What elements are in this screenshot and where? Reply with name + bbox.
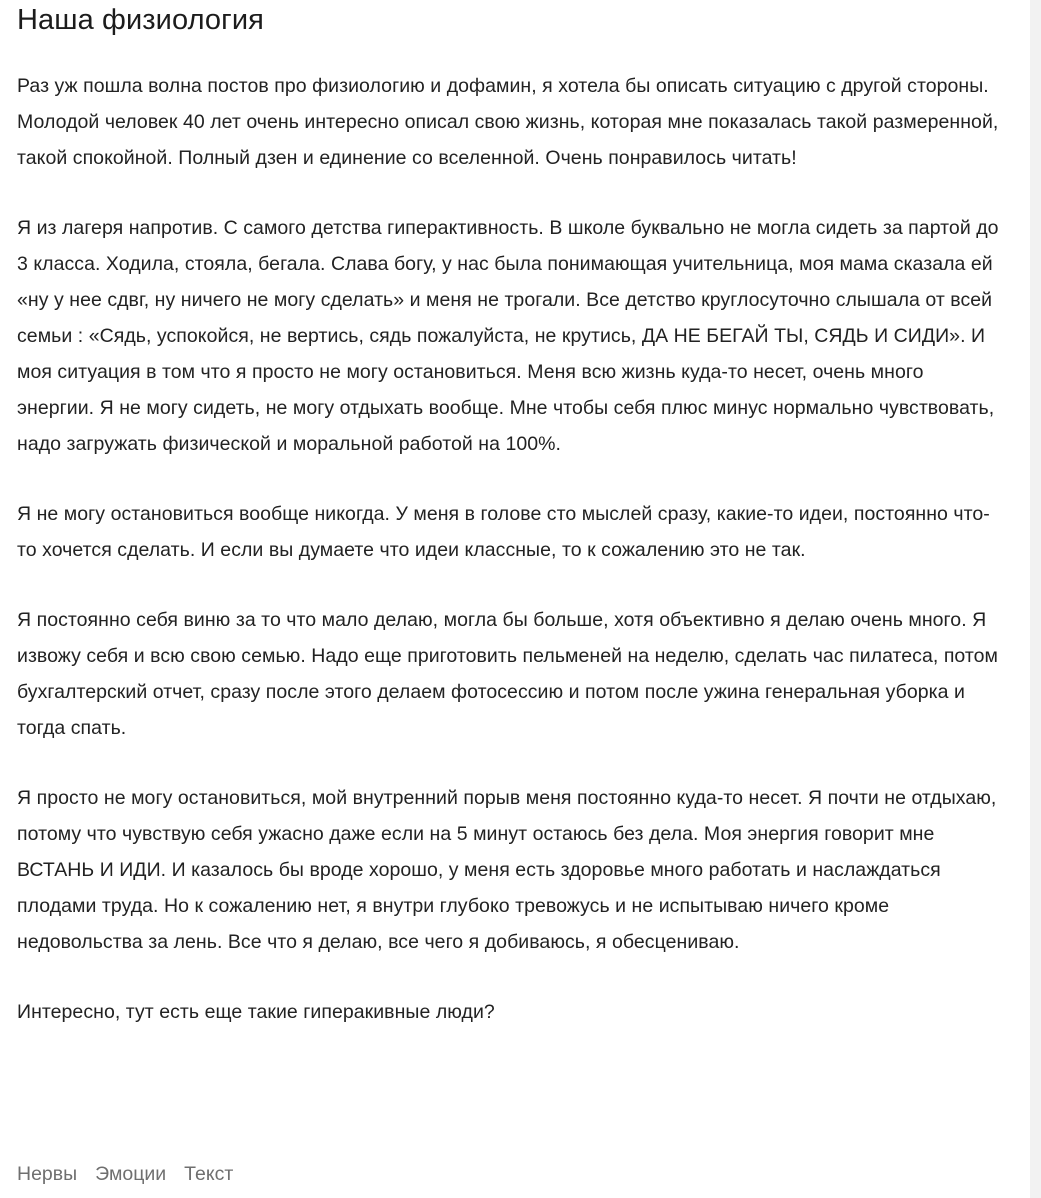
post-paragraph: Я из лагеря напротив. С самого детства гиперактивность. В школе буквально не могла сидеть за партой до 3 класса. Ходила, стояла, бегала. Слава богу, у нас была понимающая учительница, моя мама сказала ей «ну у нее сдвг, ну ничего не могу сделать» и меня не трогали. Все детство круглосуточно слышала от всей семьи : «Сядь, успокойся, не вертись, сядь пожалуйста, не крутись, ДА НЕ БЕГАЙ ТЫ, СЯДЬ И СИДИ». И моя ситуация в том что я просто не могу остановиться. Меня всю жизнь куда-то несет, очень много энергии. Я не могу сидеть, не могу отдыхать вообще. Мне чтобы себя плюс минус нормально чувствовать, надо загружать физической и моральной работой на 100%. [17,217,999,455]
tag-tekst[interactable]: Текст [184,1163,234,1185]
post-paragraph: Я просто не могу остановиться, мой внутренний порыв меня постоянно куда-то несет. Я почти не отдыхаю, потому что чувствую себя ужасно даже если на 5 минут остаюсь без дела. Моя энергия говорит мне ВСТАНЬ И ИДИ. И казалось бы вроде хорошо, у меня есть здоровье много работать и наслаждаться плодами труда. Но к сожалению нет, я внутри глубоко тревожусь и не испытываю ничего кроме недовольства за лень. Все что я делаю, все чего я добиваюсь, я обесцениваю. [17,787,997,953]
post-paragraph: Раз уж пошла волна постов про физиологию и дофамин, я хотела бы описать ситуацию с другой стороны. Молодой человек 40 лет очень интересно описал свою жизнь, которая мне показалась такой размеренной, такой спокойной. Полный дзен и единение со вселенной. Очень понравилось читать! [17,75,999,169]
post-paragraph: Интересно, тут есть еще такие гиперакивные люди? [17,1001,495,1023]
post-paragraph: Я постоянно себя виню за то что мало делаю, могла бы больше, хотя объективно я делаю очень много. Я извожу себя и всю свою семью. Надо еще приготовить пельменей на неделю, сделать час пилатеса, потом бухгалтерский отчет, сразу после этого делаем фотосессию и потом после ужина генеральная уборка и тогда спать. [17,609,999,739]
post-title[interactable]: Наша физиология [17,4,264,36]
post-tags [17,1160,233,1188]
post-body [17,68,1002,1030]
tag-emotsii[interactable]: Эмоции [95,1163,167,1185]
post-paragraph: Я не могу остановиться вообще никогда. У меня в голове сто мыслей сразу, какие-то идеи, постоянно что-то хочется сделать. И если вы думаете что идеи классные, то к сожалению это не так. [17,503,990,561]
tag-nervy[interactable]: Нервы [17,1163,78,1185]
